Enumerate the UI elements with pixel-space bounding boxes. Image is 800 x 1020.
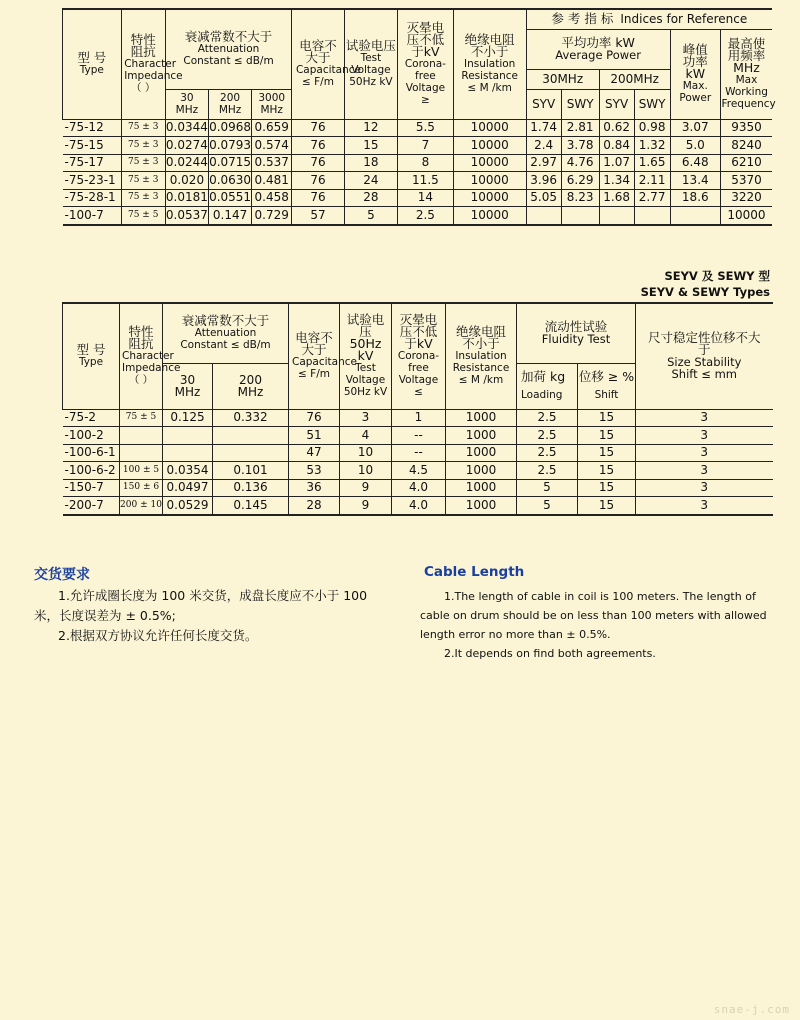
cell-cap: 53 (289, 462, 340, 480)
cell-a3000: 0.574 (252, 137, 292, 155)
cell-a3000: 0.659 (252, 119, 292, 137)
cell-cap: 57 (292, 207, 344, 225)
cell-type: -100-6-1 (63, 444, 120, 462)
cell-cor: 8 (398, 154, 454, 172)
cell-a30: 0.0529 (163, 497, 213, 515)
cell-p200syv (599, 207, 634, 225)
col-impedance: 特性阻抗 Character Impedance （ ） (120, 303, 163, 409)
cable-length-heading: Cable Length (424, 564, 525, 580)
col-max-frequency: 最高使用频率 MHz Max Working Frequency (720, 29, 772, 119)
cell-maxf: 8240 (720, 137, 772, 155)
cell-type: -100-6-2 (63, 462, 120, 480)
cell-a200: 0.0968 (208, 119, 251, 137)
table-row (63, 427, 773, 445)
cell-a30: 0.0344 (165, 119, 208, 137)
cell-a3000: 0.481 (252, 172, 292, 190)
cell-cor: 14 (398, 189, 454, 207)
cell-maxp: 3.07 (670, 119, 720, 137)
cell-imp: 100 ± 5 (120, 462, 163, 480)
cell-a30 (163, 444, 213, 462)
cell-maxf: 10000 (720, 207, 772, 225)
cell-cor: 4.5 (392, 462, 446, 480)
cell-p30swy: 4.76 (561, 154, 599, 172)
cell-shift: 15 (578, 479, 636, 497)
cell-p30syv: 1.74 (526, 119, 561, 137)
col-max-power: 峰值功率 kW Max. Power (670, 29, 720, 119)
cell-p200syv: 1.07 (599, 154, 634, 172)
cell-ins: 10000 (453, 137, 526, 155)
cell-imp: 75 ± 3 (121, 154, 165, 172)
table-row (63, 479, 773, 497)
table-row (63, 207, 773, 225)
cell-type: -100-2 (63, 427, 120, 445)
cell-stab: 3 (636, 497, 773, 515)
cell-shift: 15 (578, 444, 636, 462)
cell-a200: 0.0551 (208, 189, 251, 207)
cell-a30: 0.0497 (163, 479, 213, 497)
cell-cap: 76 (292, 154, 344, 172)
cell-tv: 9 (340, 497, 392, 515)
cell-cap: 47 (289, 444, 340, 462)
cell-cor: -- (392, 444, 446, 462)
table-2-title: SEYV 及 SEWY 型 SEYV & SEWY Types (640, 269, 770, 299)
cell-type: -75-15 (63, 137, 122, 155)
cell-tv: 18 (344, 154, 397, 172)
cell-maxp: 13.4 (670, 172, 720, 190)
cell-maxp (670, 207, 720, 225)
col-test-voltage: 试验电压 50Hz kV Test Voltage 50Hz kV (340, 303, 392, 409)
cell-a200 (213, 427, 289, 445)
cell-maxf: 3220 (720, 189, 772, 207)
col-power-200mhz: 200MHz (599, 69, 670, 89)
cell-p30swy: 2.81 (561, 119, 599, 137)
cell-type: -75-28-1 (63, 189, 122, 207)
cell-maxf: 5370 (720, 172, 772, 190)
col-size-stability: 尺寸稳定性位移不大于 Size Stability Shift ≤ mm (636, 303, 773, 409)
cell-tv: 10 (340, 462, 392, 480)
cell-maxp: 18.6 (670, 189, 720, 207)
cell-cor: 11.5 (398, 172, 454, 190)
cell-stab: 3 (636, 479, 773, 497)
col-type: 型 号 Type (63, 303, 120, 409)
cell-ins: 1000 (446, 444, 517, 462)
cell-imp (120, 444, 163, 462)
col-att-30: 30 MHz (163, 363, 213, 409)
col-att-200: 200 MHz (213, 363, 289, 409)
col-syv-30: SYV (526, 89, 561, 119)
cell-maxp: 5.0 (670, 137, 720, 155)
cell-load: 5 (517, 479, 578, 497)
cell-imp: 75 ± 3 (121, 189, 165, 207)
cell-cap: 76 (292, 172, 344, 190)
cell-load: 2.5 (517, 409, 578, 427)
col-power-30mhz: 30MHz (526, 69, 599, 89)
cell-p200swy (634, 207, 670, 225)
col-fluidity: 流动性试验 Fluidity Test (517, 303, 636, 363)
col-swy-200: SWY (634, 89, 670, 119)
cell-imp: 75 ± 3 (121, 119, 165, 137)
cell-tv: 24 (344, 172, 397, 190)
table-row (63, 462, 773, 480)
cell-p200swy: 2.77 (634, 189, 670, 207)
cell-tv: 9 (340, 479, 392, 497)
cell-a30: 0.0181 (165, 189, 208, 207)
col-corona: 灭晕电压不低于kV Corona-free Voltage ≥ (398, 9, 454, 119)
spec-table-2 (62, 302, 773, 516)
cell-p30syv (526, 207, 561, 225)
cell-ins: 1000 (446, 479, 517, 497)
col-swy-30: SWY (561, 89, 599, 119)
cell-shift: 15 (578, 462, 636, 480)
cell-p30syv: 5.05 (526, 189, 561, 207)
cell-imp: 75 ± 3 (121, 172, 165, 190)
cell-a3000: 0.537 (252, 154, 292, 172)
cell-cap: 76 (292, 137, 344, 155)
col-loading: 加荷 kg Loading (517, 363, 578, 409)
col-shift: 位移 ≥ % Shift (578, 363, 636, 409)
cell-a30: 0.0244 (165, 154, 208, 172)
cell-shift: 15 (578, 409, 636, 427)
cell-a3000: 0.729 (252, 207, 292, 225)
cable-length-item-2: 2.It depends on find both agreements. (444, 647, 656, 660)
col-att-200: 200 MHz (208, 89, 251, 119)
col-test-voltage: 试验电压 Test Voltage 50Hz kV (344, 9, 397, 119)
cell-cor: -- (392, 427, 446, 445)
col-type: 型 号 Type (63, 9, 122, 119)
cell-load: 5 (517, 497, 578, 515)
cell-stab: 3 (636, 409, 773, 427)
cell-cor: 4.0 (392, 479, 446, 497)
cell-cap: 28 (289, 497, 340, 515)
spec-table-1 (62, 8, 776, 226)
cell-maxf: 6210 (720, 154, 772, 172)
watermark: snae-j.com (713, 1003, 790, 1016)
cell-p200swy: 2.11 (634, 172, 670, 190)
cell-a30: 0.0537 (165, 207, 208, 225)
col-att-3000: 3000 MHz (252, 89, 292, 119)
cell-a200: 0.136 (213, 479, 289, 497)
col-attenuation: 衰减常数不大于 Attenuation Constant ≤ dB/m (163, 303, 289, 363)
cell-p200swy: 1.65 (634, 154, 670, 172)
cell-tv: 10 (340, 444, 392, 462)
table-row (63, 154, 773, 172)
cell-type: -75-23-1 (63, 172, 122, 190)
cell-cap: 76 (292, 119, 344, 137)
cell-p30swy: 6.29 (561, 172, 599, 190)
cell-a30: 0.125 (163, 409, 213, 427)
cell-p200syv: 0.84 (599, 137, 634, 155)
cell-type: -75-2 (63, 409, 120, 427)
col-insulation: 绝缘电阻不小于 Insulation Resistance ≤ M /km (453, 9, 526, 119)
cell-tv: 15 (344, 137, 397, 155)
cell-a30: 0.020 (165, 172, 208, 190)
cell-cap: 76 (289, 409, 340, 427)
cell-a200: 0.147 (208, 207, 251, 225)
cell-a3000: 0.458 (252, 189, 292, 207)
cell-ins: 1000 (446, 427, 517, 445)
cell-p200swy: 1.32 (634, 137, 670, 155)
cell-shift: 15 (578, 497, 636, 515)
cell-type: -75-17 (63, 154, 122, 172)
cell-load: 2.5 (517, 444, 578, 462)
cell-stab: 3 (636, 462, 773, 480)
cell-p200syv: 1.68 (599, 189, 634, 207)
cell-tv: 3 (340, 409, 392, 427)
cell-ins: 10000 (453, 119, 526, 137)
cell-p30swy: 3.78 (561, 137, 599, 155)
cell-p30syv: 3.96 (526, 172, 561, 190)
cell-p30syv: 2.97 (526, 154, 561, 172)
cell-cor: 7 (398, 137, 454, 155)
table-row (63, 189, 773, 207)
cell-shift: 15 (578, 427, 636, 445)
col-att-30: 30 MHz (165, 89, 208, 119)
cell-cap: 51 (289, 427, 340, 445)
col-impedance: 特性阻抗 Character Impedance （ ） (121, 9, 165, 119)
cell-ins: 10000 (453, 154, 526, 172)
col-reference: 参 考 指 标 Indices for Reference (526, 9, 772, 29)
delivery-cn-item-1: 1.允许成圈长度为 100 米交货，成盘长度应不小于 100 米，长度误差为 ± 0.5%; (34, 588, 368, 623)
cell-cor: 2.5 (398, 207, 454, 225)
cell-type: -150-7 (63, 479, 120, 497)
cell-p200syv: 0.62 (599, 119, 634, 137)
table-row (63, 137, 773, 155)
col-capacitance: 电容不大于 Capacitance ≤ F/m (289, 303, 340, 409)
cell-type: -200-7 (63, 497, 120, 515)
cell-p30swy (561, 207, 599, 225)
cell-a200 (213, 444, 289, 462)
cell-tv: 4 (340, 427, 392, 445)
table-row (63, 172, 773, 190)
delivery-cn-item-2: 2.根据双方协议允许任何长度交货。 (58, 628, 258, 643)
cell-ins: 1000 (446, 497, 517, 515)
col-capacitance: 电容不大于 Capacitance ≤ F/m (292, 9, 344, 119)
cell-type: -75-12 (63, 119, 122, 137)
col-syv-200: SYV (599, 89, 634, 119)
col-corona: 灭晕电压不低于kV Corona-free Voltage ≤ (392, 303, 446, 409)
col-average-power: 平均功率 kW Average Power (526, 29, 670, 69)
cell-cor: 5.5 (398, 119, 454, 137)
cable-length-text (420, 587, 775, 663)
table-row (63, 497, 773, 515)
cell-p200syv: 1.34 (599, 172, 634, 190)
cell-a200: 0.145 (213, 497, 289, 515)
cell-a30: 0.0354 (163, 462, 213, 480)
delivery-text-cn (34, 586, 394, 646)
cell-load: 2.5 (517, 427, 578, 445)
cell-ins: 1000 (446, 409, 517, 427)
cell-p200swy: 0.98 (634, 119, 670, 137)
cell-cap: 36 (289, 479, 340, 497)
cell-ins: 10000 (453, 207, 526, 225)
cell-tv: 5 (344, 207, 397, 225)
cell-type: -100-7 (63, 207, 122, 225)
cell-ins: 10000 (453, 172, 526, 190)
cell-a200: 0.0793 (208, 137, 251, 155)
cell-imp (120, 427, 163, 445)
cell-cor: 4.0 (392, 497, 446, 515)
table-row (63, 444, 773, 462)
cell-tv: 12 (344, 119, 397, 137)
cell-a200: 0.0630 (208, 172, 251, 190)
cell-ins: 10000 (453, 189, 526, 207)
cell-cor: 1 (392, 409, 446, 427)
cell-load: 2.5 (517, 462, 578, 480)
cell-a200: 0.332 (213, 409, 289, 427)
cell-ins: 1000 (446, 462, 517, 480)
cell-cap: 76 (292, 189, 344, 207)
cell-imp: 75 ± 3 (121, 137, 165, 155)
cell-a30 (163, 427, 213, 445)
table-row (63, 119, 773, 137)
cell-imp: 75 ± 5 (120, 409, 163, 427)
col-insulation: 绝缘电阻不小于 Insulation Resistance ≤ M /km (446, 303, 517, 409)
cell-imp: 75 ± 5 (121, 207, 165, 225)
delivery-heading-cn: 交货要求 (34, 567, 90, 583)
cell-p30syv: 2.4 (526, 137, 561, 155)
cell-stab: 3 (636, 427, 773, 445)
cell-maxf: 9350 (720, 119, 772, 137)
cell-imp: 150 ± 6 (120, 479, 163, 497)
cell-stab: 3 (636, 444, 773, 462)
cell-maxp: 6.48 (670, 154, 720, 172)
cell-p30swy: 8.23 (561, 189, 599, 207)
cell-a200: 0.101 (213, 462, 289, 480)
table-row (63, 409, 773, 427)
cell-tv: 28 (344, 189, 397, 207)
col-attenuation: 衰减常数不大于 Attenuation Constant ≤ dB/m (165, 9, 291, 89)
cell-a30: 0.0274 (165, 137, 208, 155)
cell-imp: 200 ± 10 (120, 497, 163, 515)
cable-length-item-1: 1.The length of cable in coil is 100 meters. The length of cable on drum should be on less than 100 meters with allowed length error no more than ± 0.5%. (420, 590, 767, 641)
cell-a200: 0.0715 (208, 154, 251, 172)
